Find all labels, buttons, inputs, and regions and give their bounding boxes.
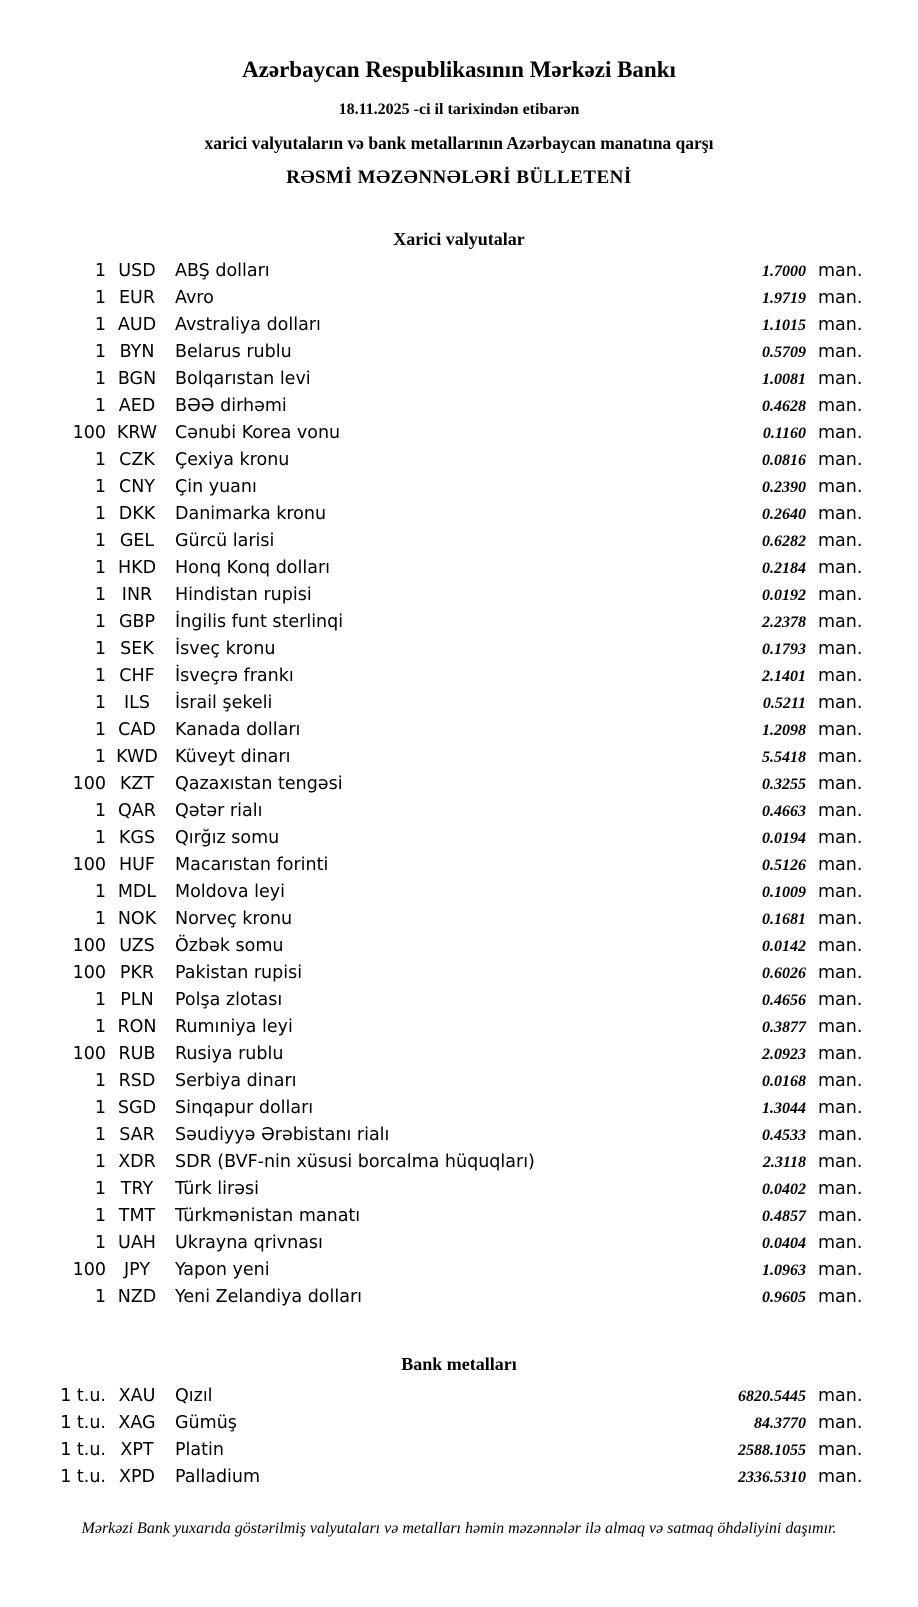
rate-cell: 0.0816 (762, 452, 806, 469)
unit-cell: man. (818, 1467, 863, 1487)
code-cell: USD (118, 261, 156, 281)
rate-row (0, 312, 866, 339)
rate-cell: 0.4857 (762, 1208, 806, 1225)
name-cell: Kanada dolları (175, 720, 301, 740)
name-cell: Cənubi Korea vonu (175, 423, 341, 443)
unit-cell: man. (818, 1386, 863, 1406)
rate-row (0, 852, 866, 879)
code-cell: CNY (119, 477, 155, 497)
rate-row (0, 1149, 866, 1176)
code-cell: PLN (120, 990, 154, 1010)
name-cell: SDR (BVF-nin xüsusi borcalma hüquqları) (175, 1152, 535, 1172)
rate-row (0, 933, 866, 960)
rate-cell: 0.0168 (762, 1073, 806, 1090)
qty-cell: 1 (94, 450, 106, 470)
name-cell: Qızıl (175, 1386, 213, 1406)
name-cell: İsveç kronu (175, 639, 276, 659)
code-cell: AUD (117, 315, 157, 335)
qty-cell: 1 (94, 612, 106, 632)
unit-cell: man. (818, 693, 863, 713)
rate-row (0, 1068, 866, 1095)
rate-cell: 0.0192 (762, 587, 806, 604)
name-cell: Küveyt dinarı (175, 747, 291, 767)
code-cell: ILS (123, 693, 151, 713)
unit-cell: man. (818, 1233, 863, 1253)
code-cell: RSD (118, 1071, 156, 1091)
rate-row (0, 420, 866, 447)
rate-row (0, 960, 866, 987)
bulletin-subtitle: xarici valyutaların və bank metallarının Azərbaycan manatına qarşı (204, 133, 714, 153)
code-cell: CZK (119, 450, 155, 470)
code-cell: SAR (119, 1125, 155, 1145)
unit-cell: man. (818, 855, 863, 875)
code-cell: UZS (119, 936, 155, 956)
bulletin-footer (0, 1519, 918, 1539)
unit-cell: man. (818, 1287, 863, 1307)
rate-row (0, 663, 866, 690)
qty-cell: 1 (94, 990, 106, 1010)
name-cell: Qırğız somu (175, 828, 280, 848)
code-cell: KGS (118, 828, 156, 848)
rate-row (0, 1230, 866, 1257)
rate-row (0, 609, 866, 636)
unit-cell: man. (818, 1098, 863, 1118)
name-cell: Hindistan rupisi (175, 585, 312, 605)
qty-cell: 1 t.u. (60, 1440, 106, 1460)
code-cell: UAH (118, 1233, 156, 1253)
rate-cell: 1.9719 (762, 290, 806, 307)
unit-cell: man. (818, 504, 863, 524)
qty-cell: 1 (94, 369, 106, 389)
unit-cell: man. (818, 963, 863, 983)
rate-cell: 2.0923 (762, 1046, 806, 1063)
name-cell: Pakistan rupisi (175, 963, 303, 983)
rate-row (0, 582, 866, 609)
code-cell: CAD (118, 720, 156, 740)
unit-cell: man. (818, 990, 863, 1010)
rate-row (0, 1122, 866, 1149)
name-cell: Macarıstan forinti (175, 855, 329, 875)
unit-cell: man. (818, 1044, 863, 1064)
rate-row (0, 717, 866, 744)
unit-cell: man. (818, 801, 863, 821)
rate-cell: 1.0963 (762, 1262, 806, 1279)
currencies-section (0, 228, 918, 1311)
qty-cell: 1 (94, 1179, 106, 1199)
unit-cell: man. (818, 531, 863, 551)
unit-cell: man. (818, 450, 863, 470)
rate-row (0, 501, 866, 528)
rate-row (0, 1203, 866, 1230)
rate-row (0, 555, 866, 582)
qty-cell: 1 (94, 909, 106, 929)
code-cell: NOK (117, 909, 157, 929)
rate-cell: 0.1009 (762, 884, 806, 901)
rate-row (0, 1437, 866, 1464)
name-cell: BƏƏ dirhəmi (175, 396, 287, 416)
code-cell: XDR (118, 1152, 156, 1172)
rate-cell: 0.9605 (762, 1289, 806, 1306)
code-cell: TMT (118, 1206, 156, 1226)
rate-cell: 0.4663 (762, 803, 806, 820)
unit-cell: man. (818, 1260, 863, 1280)
rate-row (0, 636, 866, 663)
rate-cell: 0.6282 (762, 533, 806, 550)
qty-cell: 1 (94, 666, 106, 686)
code-cell: XAU (118, 1386, 156, 1406)
name-cell: Yeni Zelandiya dolları (175, 1287, 363, 1307)
name-cell: Avro (175, 288, 214, 308)
rate-row (0, 906, 866, 933)
name-cell: Sinqapur dolları (175, 1098, 314, 1118)
qty-cell: 100 (72, 1044, 106, 1064)
rate-cell: 2.2378 (762, 614, 806, 631)
rate-row (0, 258, 866, 285)
qty-cell: 1 t.u. (60, 1386, 106, 1406)
rate-row (0, 1095, 866, 1122)
effective-date: 18.11.2025 -ci il tarixindən etibarən (338, 101, 580, 118)
rate-cell: 0.6026 (762, 965, 806, 982)
rate-cell: 1.3044 (762, 1100, 806, 1117)
code-cell: XAG (118, 1413, 156, 1433)
code-cell: HKD (117, 558, 157, 578)
currency-table (0, 258, 866, 1311)
bulletin-title: RƏSMİ MƏZƏNNƏLƏRİ BÜLLETENİ (286, 167, 632, 188)
name-cell: Moldova leyi (175, 882, 285, 902)
code-cell: AED (118, 396, 156, 416)
rate-cell: 0.3877 (762, 1019, 806, 1036)
code-cell: SGD (117, 1098, 157, 1118)
qty-cell: 100 (72, 855, 106, 875)
rate-cell: 0.2184 (762, 560, 806, 577)
rate-cell: 0.0404 (762, 1235, 806, 1252)
name-cell: Polşa zlotası (175, 990, 283, 1010)
code-cell: KWD (116, 747, 158, 767)
unit-cell: man. (818, 720, 863, 740)
rate-cell: 0.2390 (762, 479, 806, 496)
qty-cell: 1 (94, 1287, 106, 1307)
qty-cell: 1 t.u. (60, 1413, 106, 1433)
name-cell: Avstraliya dolları (175, 315, 321, 335)
code-cell: JPY (123, 1260, 151, 1280)
qty-cell: 1 (94, 1125, 106, 1145)
unit-cell: man. (818, 774, 863, 794)
unit-cell: man. (818, 612, 863, 632)
rate-cell: 6820.5445 (738, 1388, 806, 1405)
name-cell: Türk lirəsi (175, 1179, 259, 1199)
metals-heading: Bank metalları (401, 1354, 517, 1374)
name-cell: Ukrayna qrivnası (175, 1233, 323, 1253)
unit-cell: man. (818, 477, 863, 497)
name-cell: Danimarka kronu (175, 504, 327, 524)
qty-cell: 100 (72, 774, 106, 794)
qty-cell: 1 (94, 1152, 106, 1172)
rate-cell: 0.4656 (762, 992, 806, 1009)
rate-cell: 1.7000 (762, 263, 806, 280)
rate-row (0, 339, 866, 366)
code-cell: XPD (118, 1467, 156, 1487)
qty-cell: 1 (94, 585, 106, 605)
qty-cell: 100 (72, 936, 106, 956)
name-cell: Rusiya rublu (175, 1044, 284, 1064)
qty-cell: 1 (94, 828, 106, 848)
unit-cell: man. (818, 828, 863, 848)
rate-cell: 0.0142 (762, 938, 806, 955)
rate-row (0, 771, 866, 798)
code-cell: GEL (119, 531, 155, 551)
qty-cell: 1 (94, 288, 106, 308)
rate-cell: 1.2098 (762, 722, 806, 739)
qty-cell: 1 (94, 261, 106, 281)
code-cell: DKK (118, 504, 156, 524)
qty-cell: 1 (94, 1233, 106, 1253)
rate-cell: 84.3770 (754, 1415, 806, 1432)
rate-cell: 0.5709 (762, 344, 806, 361)
code-cell: SEK (120, 639, 154, 659)
code-cell: PKR (119, 963, 155, 983)
unit-cell: man. (818, 1179, 863, 1199)
qty-cell: 1 (94, 1206, 106, 1226)
rate-row (0, 987, 866, 1014)
code-cell: XPT (120, 1440, 154, 1460)
unit-cell: man. (818, 288, 863, 308)
rate-cell: 0.0402 (762, 1181, 806, 1198)
qty-cell: 1 (94, 639, 106, 659)
code-cell: QAR (118, 801, 156, 821)
rate-cell: 0.0194 (762, 830, 806, 847)
unit-cell: man. (818, 1071, 863, 1091)
qty-cell: 1 (94, 720, 106, 740)
rate-row (0, 285, 866, 312)
rate-cell: 0.1681 (762, 911, 806, 928)
code-cell: EUR (118, 288, 156, 308)
rate-cell: 0.1160 (762, 425, 806, 442)
rate-cell: 2.1401 (762, 668, 806, 685)
unit-cell: man. (818, 342, 863, 362)
name-cell: Türkmənistan manatı (175, 1206, 361, 1226)
name-cell: Palladium (175, 1467, 261, 1487)
qty-cell: 1 (94, 315, 106, 335)
qty-cell: 1 (94, 342, 106, 362)
code-cell: RON (117, 1017, 157, 1037)
qty-cell: 1 (94, 693, 106, 713)
qty-cell: 100 (72, 1260, 106, 1280)
qty-cell: 1 (94, 504, 106, 524)
qty-cell: 100 (72, 963, 106, 983)
unit-cell: man. (818, 396, 863, 416)
rate-cell: 2588.1055 (738, 1442, 806, 1459)
code-cell: BYN (119, 342, 155, 362)
currencies-heading: Xarici valyutalar (393, 229, 525, 249)
qty-cell: 100 (72, 423, 106, 443)
rate-row (0, 1014, 866, 1041)
metals-section (0, 1353, 918, 1491)
code-cell: BGN (117, 369, 157, 389)
rate-cell: 0.5211 (762, 695, 806, 712)
code-cell: KRW (116, 423, 158, 443)
rate-row (0, 825, 866, 852)
qty-cell: 1 (94, 531, 106, 551)
qty-cell: 1 (94, 1071, 106, 1091)
rate-row (0, 1284, 866, 1311)
code-cell: INR (121, 585, 153, 605)
unit-cell: man. (818, 1440, 863, 1460)
name-cell: Gümüş (175, 1413, 237, 1433)
rate-cell: 1.1015 (762, 317, 806, 334)
qty-cell: 1 t.u. (60, 1467, 106, 1487)
unit-cell: man. (818, 1017, 863, 1037)
qty-cell: 1 (94, 396, 106, 416)
qty-cell: 1 (94, 477, 106, 497)
name-cell: Belarus rublu (175, 342, 292, 362)
unit-cell: man. (818, 936, 863, 956)
rate-cell: 5.5418 (762, 749, 806, 766)
name-cell: Gürcü larisi (175, 531, 275, 551)
name-cell: ABŞ dolları (175, 261, 270, 281)
unit-cell: man. (818, 585, 863, 605)
rate-row (0, 528, 866, 555)
unit-cell: man. (818, 666, 863, 686)
name-cell: Yapon yeni (175, 1260, 270, 1280)
code-cell: NZD (117, 1287, 157, 1307)
rate-row (0, 879, 866, 906)
rate-row (0, 1464, 866, 1491)
rate-row (0, 474, 866, 501)
qty-cell: 1 (94, 1098, 106, 1118)
name-cell: İngilis funt sterlinqi (175, 612, 344, 632)
rate-row (0, 1176, 866, 1203)
unit-cell: man. (818, 423, 863, 443)
unit-cell: man. (818, 1413, 863, 1433)
qty-cell: 1 (94, 558, 106, 578)
unit-cell: man. (818, 882, 863, 902)
rate-row (0, 1257, 866, 1284)
name-cell: İsrail şekeli (175, 693, 273, 713)
rate-cell: 0.5126 (762, 857, 806, 874)
name-cell: Çexiya kronu (175, 450, 290, 470)
unit-cell: man. (818, 639, 863, 659)
name-cell: Platin (175, 1440, 224, 1460)
rate-row (0, 366, 866, 393)
rate-row (0, 1041, 866, 1068)
code-cell: RUB (118, 1044, 156, 1064)
rate-row (0, 447, 866, 474)
qty-cell: 1 (94, 801, 106, 821)
unit-cell: man. (818, 1206, 863, 1226)
rate-cell: 0.3255 (762, 776, 806, 793)
code-cell: HUF (118, 855, 156, 875)
rate-cell: 1.0081 (762, 371, 806, 388)
name-cell: Norveç kronu (175, 909, 293, 929)
unit-cell: man. (818, 1125, 863, 1145)
qty-cell: 1 (94, 1017, 106, 1037)
rate-row (0, 744, 866, 771)
bulletin-header (0, 56, 918, 190)
code-cell: CHF (119, 666, 155, 686)
bank-name-title: Azərbaycan Respublikasının Mərkəzi Bankı (242, 57, 676, 82)
rate-cell: 0.4533 (762, 1127, 806, 1144)
name-cell: Qətər rialı (175, 801, 263, 821)
rate-cell: 0.2640 (762, 506, 806, 523)
code-cell: GBP (118, 612, 156, 632)
name-cell: İsveçrə frankı (175, 666, 294, 686)
rate-cell: 2.3118 (762, 1154, 806, 1171)
name-cell: Çin yuanı (175, 477, 257, 497)
rate-cell: 2336.5310 (738, 1469, 806, 1486)
name-cell: Səudiyyə Ərəbistanı rialı (175, 1125, 390, 1145)
code-cell: MDL (117, 882, 157, 902)
unit-cell: man. (818, 558, 863, 578)
qty-cell: 1 (94, 747, 106, 767)
disclaimer-text: Mərkəzi Bank yuxarıda göstərilmiş valyutaları və metalları həmin məzənnələr ilə almaq və satmaq öhdəliyini daşımır. (81, 1520, 837, 1537)
rate-cell: 0.1793 (762, 641, 806, 658)
rate-row (0, 1383, 866, 1410)
rate-row (0, 690, 866, 717)
name-cell: Rumıniya leyi (175, 1017, 293, 1037)
rate-row (0, 393, 866, 420)
code-cell: TRY (120, 1179, 154, 1199)
name-cell: Qazaxıstan tengəsi (175, 774, 343, 794)
unit-cell: man. (818, 261, 863, 281)
unit-cell: man. (818, 369, 863, 389)
name-cell: Bolqarıstan levi (175, 369, 311, 389)
unit-cell: man. (818, 315, 863, 335)
rate-row (0, 798, 866, 825)
name-cell: Özbək somu (175, 936, 284, 956)
name-cell: Honq Konq dolları (175, 558, 331, 578)
code-cell: KZT (119, 774, 155, 794)
metals-table (0, 1383, 866, 1491)
name-cell: Serbiya dinarı (175, 1071, 297, 1091)
unit-cell: man. (818, 747, 863, 767)
qty-cell: 1 (94, 882, 106, 902)
rate-row (0, 1410, 866, 1437)
unit-cell: man. (818, 909, 863, 929)
rate-cell: 0.4628 (762, 398, 806, 415)
unit-cell: man. (818, 1152, 863, 1172)
